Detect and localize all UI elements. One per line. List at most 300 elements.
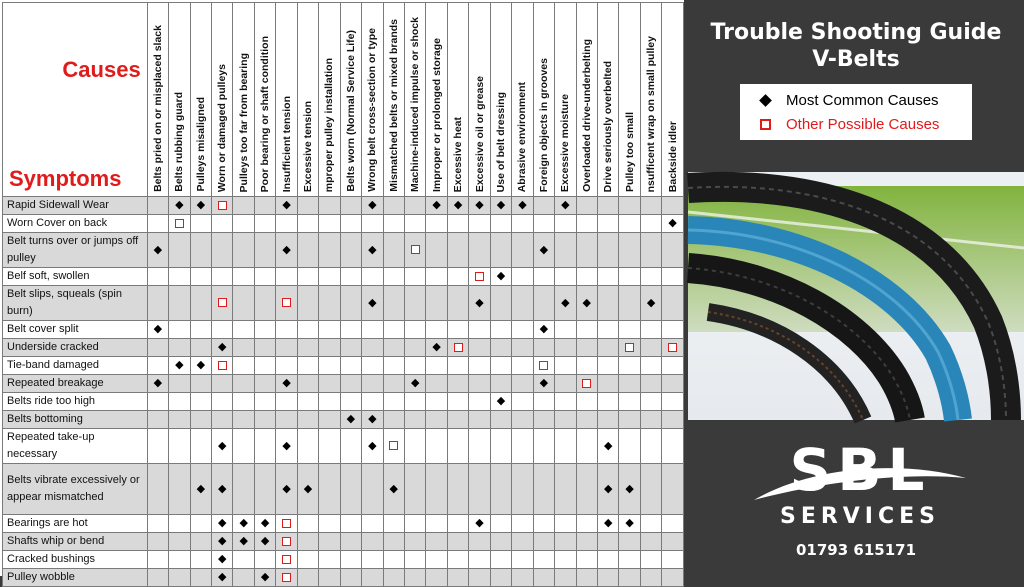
- cause-cell: [276, 375, 297, 393]
- cause-cell: [490, 515, 511, 533]
- cause-cell: [640, 429, 661, 464]
- cause-cell: [190, 569, 211, 587]
- cause-cell: [469, 429, 490, 464]
- cause-cell: [340, 411, 361, 429]
- cause-header: [340, 3, 361, 197]
- diamond-icon: ◆: [625, 517, 634, 529]
- cause-cell: [426, 551, 447, 569]
- cause-cell: [447, 286, 468, 321]
- cause-cell: [254, 515, 275, 533]
- cause-cell: [469, 375, 490, 393]
- cause-cell: [340, 321, 361, 339]
- cause-cell: [555, 551, 576, 569]
- cause-cell: [426, 515, 447, 533]
- cause-label: Improper or prolonged storage: [430, 37, 443, 192]
- cause-cell: [597, 268, 618, 286]
- cause-cell: [469, 286, 490, 321]
- cause-cell: [319, 375, 340, 393]
- diamond-icon: ◆: [496, 395, 506, 407]
- cause-cell: [169, 339, 190, 357]
- cause-cell: [490, 411, 511, 429]
- cause-header: [362, 3, 383, 197]
- cause-cell: [212, 215, 233, 233]
- cause-cell: [147, 197, 168, 215]
- cause-cell: [212, 429, 233, 464]
- cause-cell: [340, 464, 361, 515]
- cause-label: Abrasive environment: [516, 81, 529, 192]
- square-icon: [218, 298, 227, 307]
- cause-cell: [469, 393, 490, 411]
- diamond-icon: ◆: [260, 535, 270, 547]
- cause-cell: [597, 233, 618, 268]
- cause-cell: [276, 197, 297, 215]
- diamond-icon: ◆: [153, 243, 163, 256]
- cause-cell: [662, 569, 684, 587]
- cause-cell: [212, 268, 233, 286]
- cause-cell: [190, 515, 211, 533]
- cause-cell: [404, 339, 425, 357]
- cause-cell: [319, 321, 340, 339]
- cause-header: [662, 3, 684, 197]
- cause-cell: [383, 569, 404, 587]
- diamond-icon: ◆: [346, 413, 356, 425]
- cause-cell: [662, 357, 684, 375]
- cause-cell: [447, 268, 468, 286]
- cause-label: Excessive oil or grease: [473, 75, 486, 192]
- cause-cell: [619, 286, 640, 321]
- cause-cell: [297, 569, 318, 587]
- cause-cell: [147, 515, 168, 533]
- cause-cell: [383, 286, 404, 321]
- square-icon: [539, 361, 548, 370]
- cause-cell: [319, 215, 340, 233]
- diamond-icon: ◆: [282, 482, 291, 495]
- cause-cell: [469, 197, 490, 215]
- cause-cell: [212, 233, 233, 268]
- cause-cell: [383, 197, 404, 215]
- cause-cell: [576, 339, 597, 357]
- diamond-icon: ◆: [389, 482, 398, 495]
- symptom-row: [3, 411, 684, 429]
- diamond-icon: ◆: [218, 517, 227, 529]
- cause-cell: [297, 268, 318, 286]
- cause-cell: [276, 551, 297, 569]
- cause-cell: [469, 533, 490, 551]
- cause-cell: [640, 551, 661, 569]
- diamond-icon: ◆: [453, 199, 463, 211]
- cause-header: [233, 3, 254, 197]
- diamond-icon: ◆: [475, 517, 484, 529]
- diamond-icon: ◆: [539, 377, 549, 389]
- cause-cell: [212, 357, 233, 375]
- square-icon: [582, 379, 591, 388]
- cause-cell: [404, 429, 425, 464]
- cause-cell: [426, 464, 447, 515]
- cause-cell: [640, 357, 661, 375]
- diamond-icon: ◆: [561, 199, 570, 211]
- diamond-icon: ◆: [282, 199, 291, 211]
- cause-label: Excessive moisture: [559, 93, 572, 192]
- symptom-label: Belts ride too high: [3, 393, 148, 411]
- symptom-label: Pulley wobble: [3, 569, 148, 587]
- cause-cell: [533, 339, 554, 357]
- cause-header: [426, 3, 447, 197]
- cause-cell: [362, 515, 383, 533]
- symptom-label: Underside cracked: [3, 339, 148, 357]
- cause-cell: [383, 533, 404, 551]
- cause-cell: [254, 286, 275, 321]
- cause-cell: [555, 268, 576, 286]
- cause-cell: [169, 515, 190, 533]
- cause-cell: [447, 215, 468, 233]
- cause-cell: [276, 429, 297, 464]
- cause-cell: [447, 393, 468, 411]
- cause-cell: [340, 515, 361, 533]
- cause-cell: [147, 375, 168, 393]
- cause-header: [147, 3, 168, 197]
- table-corner: [3, 3, 148, 197]
- cause-cell: [233, 429, 254, 464]
- cause-cell: [362, 464, 383, 515]
- cause-cell: [297, 321, 318, 339]
- cause-cell: [147, 429, 168, 464]
- cause-cell: [147, 233, 168, 268]
- cause-cell: [169, 393, 190, 411]
- cause-cell: [533, 268, 554, 286]
- diamond-icon: ◆: [303, 482, 313, 495]
- cause-cell: [362, 551, 383, 569]
- cause-cell: [490, 357, 511, 375]
- cause-cell: [597, 339, 618, 357]
- cause-cell: [233, 357, 254, 375]
- symptom-row: [3, 393, 684, 411]
- cause-cell: [576, 551, 597, 569]
- cause-cell: [426, 533, 447, 551]
- cause-cell: [576, 375, 597, 393]
- cause-cell: [597, 321, 618, 339]
- cause-label: mproper pulley installation: [323, 57, 336, 192]
- cause-cell: [619, 411, 640, 429]
- cause-cell: [383, 551, 404, 569]
- cause-cell: [233, 533, 254, 551]
- cause-cell: [662, 197, 684, 215]
- cause-label: Belts worn (Normal Service Life): [344, 30, 357, 192]
- cause-cell: [233, 268, 254, 286]
- symptom-row: [3, 429, 684, 464]
- cause-cell: [426, 339, 447, 357]
- cause-cell: [404, 533, 425, 551]
- cause-cell: [426, 215, 447, 233]
- cause-cell: [597, 569, 618, 587]
- cause-header: [619, 3, 640, 197]
- cause-cell: [147, 357, 168, 375]
- cause-cell: [190, 215, 211, 233]
- cause-cell: [362, 268, 383, 286]
- diamond-icon: ◆: [218, 482, 227, 495]
- cause-label: Poor bearing or shaft condition: [259, 35, 272, 192]
- cause-cell: [533, 215, 554, 233]
- cause-cell: [555, 429, 576, 464]
- cause-cell: [555, 464, 576, 515]
- cause-cell: [469, 357, 490, 375]
- cause-cell: [490, 215, 511, 233]
- symptom-row: [3, 357, 684, 375]
- cause-cell: [233, 339, 254, 357]
- cause-cell: [576, 429, 597, 464]
- cause-cell: [512, 375, 533, 393]
- cause-cell: [297, 375, 318, 393]
- cause-cell: [319, 411, 340, 429]
- diamond-icon: ◆: [368, 439, 377, 452]
- symptoms-heading: Symptoms: [9, 166, 122, 191]
- cause-cell: [576, 533, 597, 551]
- legend-other-label: Other Possible Causes: [786, 115, 940, 133]
- symptom-label: Shafts whip or bend: [3, 533, 148, 551]
- cause-cell: [662, 286, 684, 321]
- cause-cell: [362, 339, 383, 357]
- cause-cell: [190, 268, 211, 286]
- square-icon: [282, 298, 291, 307]
- cause-cell: [340, 286, 361, 321]
- cause-cell: [640, 533, 661, 551]
- diamond-icon: ◆: [496, 199, 506, 211]
- symptom-label: Belt turns over or jumps off pulley: [3, 233, 148, 268]
- cause-cell: [576, 268, 597, 286]
- cause-cell: [447, 233, 468, 268]
- cause-cell: [576, 197, 597, 215]
- square-icon: [475, 272, 484, 281]
- symptom-row: [3, 339, 684, 357]
- cause-cell: [640, 215, 661, 233]
- cause-cell: [169, 357, 190, 375]
- cause-cell: [147, 215, 168, 233]
- cause-cell: [662, 551, 684, 569]
- cause-cell: [512, 286, 533, 321]
- cause-cell: [319, 197, 340, 215]
- cause-cell: [640, 286, 661, 321]
- cause-label: Worn or damaged pulleys: [216, 63, 229, 192]
- cause-cell: [169, 551, 190, 569]
- causes-heading: Causes: [62, 57, 141, 82]
- cause-cell: [512, 393, 533, 411]
- cause-cell: [233, 197, 254, 215]
- cause-cell: [469, 268, 490, 286]
- square-icon: [411, 245, 420, 254]
- cause-cell: [147, 464, 168, 515]
- cause-cell: [447, 569, 468, 587]
- cause-cell: [147, 321, 168, 339]
- cause-cell: [426, 233, 447, 268]
- cause-cell: [619, 357, 640, 375]
- cause-cell: [533, 197, 554, 215]
- cause-cell: [383, 268, 404, 286]
- cause-cell: [555, 569, 576, 587]
- cause-cell: [147, 411, 168, 429]
- symptom-row: [3, 533, 684, 551]
- diamond-icon: ◆: [368, 413, 377, 425]
- cause-cell: [233, 551, 254, 569]
- cause-cell: [662, 215, 684, 233]
- cause-cell: [597, 533, 618, 551]
- cause-cell: [619, 375, 640, 393]
- cause-cell: [362, 215, 383, 233]
- cause-cell: [469, 551, 490, 569]
- cause-header: [404, 3, 425, 197]
- cause-cell: [383, 464, 404, 515]
- cause-cell: [469, 215, 490, 233]
- cause-cell: [512, 321, 533, 339]
- cause-cell: [447, 429, 468, 464]
- cause-header: [555, 3, 576, 197]
- diamond-icon: ◆: [282, 439, 291, 452]
- cause-cell: [383, 357, 404, 375]
- cause-header: [597, 3, 618, 197]
- cause-cell: [512, 429, 533, 464]
- square-icon: [625, 343, 634, 352]
- diamond-icon: ◆: [175, 359, 184, 371]
- cause-cell: [533, 321, 554, 339]
- cause-cell: [319, 393, 340, 411]
- symptom-label: Tie-band damaged: [3, 357, 148, 375]
- symptom-row: [3, 197, 684, 215]
- cause-cell: [362, 375, 383, 393]
- cause-cell: [297, 515, 318, 533]
- diamond-icon: ◆: [218, 341, 227, 353]
- cause-cell: [640, 197, 661, 215]
- cause-cell: [212, 321, 233, 339]
- cause-cell: [426, 268, 447, 286]
- symptom-label: Belts vibrate excessively or appear mismatched: [3, 464, 148, 515]
- cause-cell: [447, 357, 468, 375]
- cause-cell: [147, 551, 168, 569]
- cause-cell: [662, 411, 684, 429]
- diamond-icon: ◆: [518, 199, 527, 211]
- cause-cell: [490, 233, 511, 268]
- cause-cell: [340, 215, 361, 233]
- cause-cell: [447, 375, 468, 393]
- cause-header: [190, 3, 211, 197]
- cause-cell: [297, 197, 318, 215]
- cause-cell: [254, 429, 275, 464]
- cause-label: Pulleys misaligned: [194, 97, 207, 192]
- cause-label: Foreign objects in grooves: [537, 57, 550, 192]
- cause-cell: [426, 197, 447, 215]
- diamond-icon: ◆: [625, 482, 634, 495]
- symptom-label: Cracked bushings: [3, 551, 148, 569]
- cause-cell: [340, 551, 361, 569]
- symptom-row: [3, 375, 684, 393]
- cause-cell: [426, 375, 447, 393]
- cause-cell: [597, 464, 618, 515]
- cause-cell: [212, 393, 233, 411]
- cause-cell: [469, 515, 490, 533]
- cause-header: [383, 3, 404, 197]
- cause-header: [297, 3, 318, 197]
- cause-cell: [597, 411, 618, 429]
- cause-cell: [233, 286, 254, 321]
- cause-cell: [212, 533, 233, 551]
- cause-cell: [619, 268, 640, 286]
- diamond-icon: ◆: [668, 217, 677, 229]
- diamond-icon: ◆: [260, 571, 270, 583]
- diamond-icon: ◆: [196, 359, 206, 371]
- cause-cell: [512, 569, 533, 587]
- cause-cell: [640, 515, 661, 533]
- diamond-icon: ◆: [239, 535, 248, 547]
- cause-cell: [362, 411, 383, 429]
- cause-header: [276, 3, 297, 197]
- cause-cell: [533, 429, 554, 464]
- square-icon: [218, 361, 227, 370]
- cause-cell: [490, 286, 511, 321]
- cause-cell: [319, 233, 340, 268]
- diamond-icon: ◆: [475, 296, 484, 309]
- cause-cell: [169, 321, 190, 339]
- cause-cell: [254, 197, 275, 215]
- cause-cell: [662, 533, 684, 551]
- cause-cell: [319, 551, 340, 569]
- cause-cell: [512, 215, 533, 233]
- cause-cell: [319, 357, 340, 375]
- cause-label: Use of belt dressing: [494, 91, 507, 192]
- diamond-icon: ◆: [539, 243, 549, 256]
- cause-cell: [512, 339, 533, 357]
- cause-cell: [404, 197, 425, 215]
- diamond-icon: ◆: [239, 517, 248, 529]
- symptom-label: Belt slips, squeals (spin burn): [3, 286, 148, 321]
- cause-cell: [447, 411, 468, 429]
- cause-cell: [490, 268, 511, 286]
- cause-cell: [233, 321, 254, 339]
- cause-cell: [254, 533, 275, 551]
- cause-cell: [254, 357, 275, 375]
- cause-cell: [576, 464, 597, 515]
- cause-cell: [362, 569, 383, 587]
- cause-cell: [169, 268, 190, 286]
- symptom-row: [3, 286, 684, 321]
- cause-cell: [233, 233, 254, 268]
- cause-cell: [619, 533, 640, 551]
- cause-header: [533, 3, 554, 197]
- cause-cell: [447, 464, 468, 515]
- cause-cell: [662, 515, 684, 533]
- cause-cell: [190, 357, 211, 375]
- cause-cell: [383, 215, 404, 233]
- cause-cell: [555, 515, 576, 533]
- cause-cell: [576, 357, 597, 375]
- diamond-icon: ◆: [260, 517, 270, 529]
- symptom-row: [3, 215, 684, 233]
- cause-cell: [297, 393, 318, 411]
- square-icon: [760, 119, 771, 130]
- cause-cell: [533, 375, 554, 393]
- cause-cell: [362, 321, 383, 339]
- cause-cell: [190, 464, 211, 515]
- diamond-icon: ◆: [175, 199, 184, 211]
- cause-cell: [383, 233, 404, 268]
- cause-cell: [383, 339, 404, 357]
- cause-cell: [404, 375, 425, 393]
- cause-cell: [276, 268, 297, 286]
- cause-cell: [276, 464, 297, 515]
- cause-cell: [662, 393, 684, 411]
- cause-cell: [233, 375, 254, 393]
- cause-cell: [383, 411, 404, 429]
- cause-cell: [619, 464, 640, 515]
- diamond-icon: ◆: [218, 439, 227, 452]
- cause-cell: [340, 393, 361, 411]
- cause-cell: [555, 321, 576, 339]
